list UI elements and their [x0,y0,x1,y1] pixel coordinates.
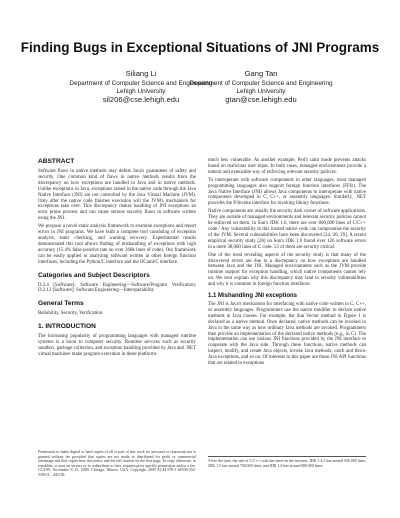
general-terms-text: Reliability, Security, Verification [38,311,103,317]
abstract-paragraph-1: Software flaws in native methods may defeat Java's guarantees of safety and security. One common kind of flaws in native methods results from the discrepancy on how exceptions are handled in Java and in native methods. Unlike exceptions in Java, exceptions raised in the native code through the Java Native Interface (JNI) are not controlled by the Java Virtual Machine (JVM). Only after the native code finishes execution will the JVM's mechanism for exceptions take over. This discrepancy makes handling of JNI exceptions an error prone process and can cause serious security flaws in software written using the JNI. [38,169,196,222]
body-paragraph: To interoperate with software components in other languages, most managed programming languages also support foreign function interfaces (FFIs). The Java Native Interface (JNI) allows Java components to interoperate with native components developed in C, C++, or assembly languages. Similarly, .NET provides the P/Invoke interface for invoking library functions. [208,177,366,207]
general-terms-heading: General Terms [38,300,84,308]
author-dept: Department of Computer Science and Engineering [189,80,333,87]
paper-title: Finding Bugs in Exceptional Situations of JNI Programs [20,40,380,55]
introduction-text: The increasing popularity of programming languages with managed runtime systems is a boon to computer security. Runtime services such as security sandbox, garbage collection, and exception handling provided by Java and .NET virtual machines make program execution in these platforms [38,334,196,357]
body-paragraph: much less vulnerable. As another example, Perl's taint mode prevents attacks based on malicious user input. In both cases, managed environments provide a natural and extensible way of enforcing relevant security policies. [208,158,366,175]
left-column [38,158,196,360]
permission-note: Permission to make digital or hard copies of all or part of this work for personal or classroom use is granted without fee provided that copies are not made or distributed for profit or commercial advantage and that copies bear this notice and the full citation on the first page. To copy otherwise, to republish, to post on servers or to redistribute to lists, requires prior specific permission and/or a fee. CCS'09, November 9–13, 2009, Chicago, Illinois, USA. Copyright 2009 ACM 978-1-60558-352-5/09/11 ...$10.00. [38,450,196,477]
author-name: Siliang Li [125,69,157,78]
author-email: gtan@cse.lehigh.edu [225,95,297,104]
author-univ: Lehigh University [236,88,286,95]
introduction-heading: 1. INTRODUCTION [38,323,96,331]
body-paragraph: The JNI is Java's mechanism for interfacing with native code written in C, C++, or assembly languages. Programmers use the native modifier to declare native methods in Java classes. For example, the Sun Vector method in Figure 1 is declared as a native method. Once declared, native methods can be invoked in Java in the same way as how ordinary Java methods are invoked. Programmers then provide an implementation of the declared native methods (e.g., in C). The implementation can use various JNI functions provided by the JNI interface to cooperate with the Java side. Through these functions, native methods can inspect, modify, and create Java objects, invoke Java methods, catch and throw Java exceptions, and so on. Of interests to this paper are those JNI API functions that are related to exceptions [208,302,366,367]
author-block-2 [176,70,346,104]
author-univ: Lehigh University [116,88,166,95]
author-dept: Department of Computer Science and Engineering [69,80,213,87]
body-paragraph: Native components are usually the security dark corner of software applications. They are outside of managed environments and relevant security policies cannot be enforced on them. In Sun's JDK 1.6, there are over 800,000 lines of C/C++ code.¹ Any vulnerability in this trusted native code can compromise the security of the JVM. Several vulnerabilities have been discovered [24, 20, 29]. A recent empirical security study [28] on Sun's JDK 1.6 found over 126 software errors in a mere 38,000 lines of C code. 53 of them are security critical. [208,209,366,250]
categories-heading: Categories and Subject Descriptors [38,271,150,279]
categories-text: D.2.4 [Software]: Software Engineering—Software/Program Verification; D.2.12 [Software]: Software Engineering—Interoperability [38,282,196,294]
body-paragraph: One of the most revealing aspects of the security study is that many of the discovered errors are due to a discrepancy on how exceptions are handled between Java and the JNI. Managed environments such as the JVM provide runtime support for exception handling, which native components cannot rely on. We next explain why this discrepancy may lead to security vulnerabilities and why it is common in foreign function interfaces. [208,252,366,288]
right-column [208,158,366,369]
subsection-heading: 1.1 Mishandling JNI exceptions [208,293,298,300]
footnote: ¹Over the time, the size of C/C++ code has been on the increase. JDK 1.4.2 has around 500,000 lines. JDK 1.5 has around 700,000 lines; and JDK 1.6 has around 800,000 lines. [208,456,366,468]
abstract-heading: ABSTRACT [38,158,75,165]
abstract-paragraph-2: We propose a novel static analysis framework to examine exceptions and report errors in JNI programs. We have built a complete tool consisting of exception analysis, static checking, and warning recovery. Experimental results demonstrated this tool allows finding of mishandling of exceptions with high accuracy (15.4% false-positive rate on over 260k lines of code). Our framework can be easily applied to analyzing software written in other foreign function interfaces, including the Python/C interface and the OCaml/C interface. [38,224,196,265]
author-name: Gang Tan [244,69,278,78]
author-email: sil206@cse.lehigh.edu [102,95,180,104]
